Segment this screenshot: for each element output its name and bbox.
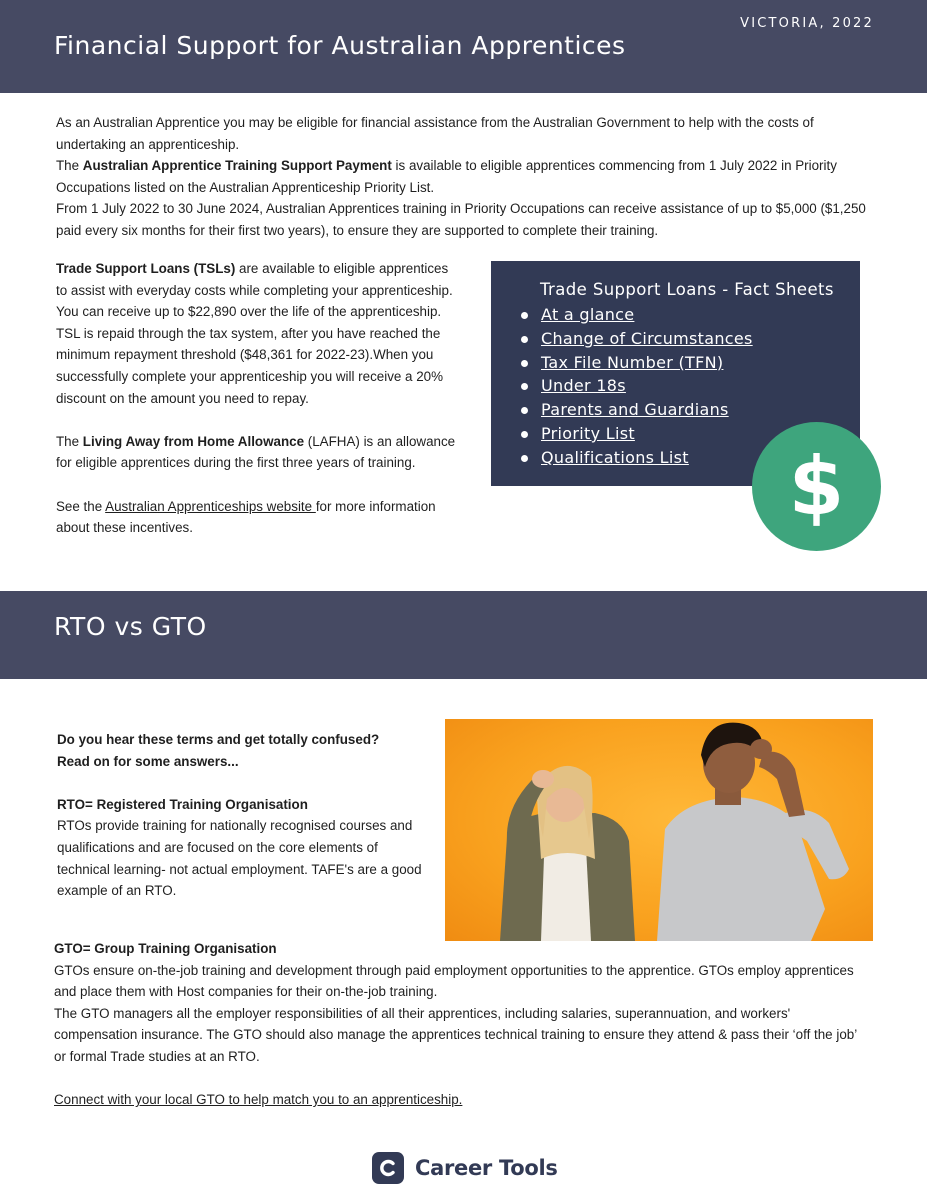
bullet-icon	[521, 336, 528, 343]
fact-sheet-link-tfn[interactable]: Tax File Number (TFN)	[541, 352, 724, 372]
fact-sheet-item	[521, 327, 753, 351]
text-span: See the	[56, 498, 106, 514]
text-span: The	[56, 433, 83, 449]
lafha-term: Living Away from Home Allowance	[82, 433, 305, 449]
career-tools-logo	[372, 1152, 558, 1184]
text-span: are available to eligible apprentices to assist with everyday costs while completing your apprenticeship. You can receive up to $22,890 over the life of the apprenticeship.	[56, 261, 453, 320]
page-title: Financial Support for Australian Apprentices	[54, 31, 626, 60]
apprenticeships-website-link[interactable]: Australian Apprenticeships website	[105, 498, 316, 514]
bullet-icon	[521, 312, 528, 319]
fact-sheet-link-change-of-circumstances[interactable]: Change of Circumstances	[541, 328, 753, 348]
fact-sheet-item	[521, 398, 753, 422]
fact-sheet-item	[521, 374, 753, 398]
tsl-repay-paragraph: TSL is repaid through the tax system, after you have reached the minimum repayment threshold ($48,361 for 2022-23).When you successfully complete your apprenticeship you will receive a 20% discount on the amount you need to repay.	[56, 325, 444, 406]
header-band	[0, 0, 927, 93]
gto-section	[54, 938, 869, 1111]
man-figure	[657, 723, 849, 941]
fact-sheet-item	[521, 303, 753, 327]
dollar-icon: $	[752, 422, 881, 551]
gto-paragraph-2: The GTO managers all the employer responsibilities of all their apprentices, including salaries, superannuation, and workers' compensation insurance. The GTO should also manage the apprentices technical training to ensure they attend & pass their ‘off the job’ or formal Trade studies at an RTO.	[54, 1005, 857, 1064]
intro-paragraph: As an Australian Apprentice you may be eligible for financial assistance from the Australian Government to help with the costs of undertaking an apprenticeship.	[56, 115, 814, 152]
priority-occupations-paragraph: From 1 July 2022 to 30 June 2024, Australian Apprentices training in Priority Occupations can receive assistance of up to $5,000 ($1,250 paid every six months for their first two years), to ensure they are supported to complete their training.	[56, 201, 866, 238]
section-band	[0, 591, 927, 679]
text-span: for more information about these incentives.	[56, 498, 436, 536]
rto-heading	[57, 794, 427, 816]
tsl-term: Trade Support Loans (TSLs)	[56, 261, 236, 276]
connect-gto-link[interactable]: Connect with your local GTO to help match you to an apprenticeship.	[54, 1092, 463, 1108]
fact-sheet-link-priority-list[interactable]: Priority List	[541, 423, 635, 443]
bullet-icon	[521, 360, 528, 367]
fact-sheet-link-qualifications-list[interactable]: Qualifications List	[541, 447, 689, 467]
question-line	[57, 751, 427, 773]
gto-heading	[54, 938, 869, 960]
gto-heading-text: GTO= Group Training Organisation	[54, 941, 277, 956]
fact-sheet-link-parents-guardians[interactable]: Parents and Guardians	[541, 400, 729, 420]
fact-sheet-item	[521, 351, 753, 375]
rto-section	[57, 729, 427, 902]
fact-sheet-link-at-a-glance[interactable]: At a glance	[541, 305, 635, 324]
bullet-icon	[521, 455, 528, 462]
location-year: VICTORIA, 2022	[740, 16, 874, 31]
question-line-1: Do you hear these terms and get totally confused?	[57, 732, 380, 747]
section-title: RTO vs GTO	[54, 612, 207, 641]
tsl-paragraph	[56, 258, 458, 323]
see-website-paragraph	[56, 496, 458, 539]
training-support-payment-term: Australian Apprentice Training Support Payment	[82, 158, 392, 174]
bullet-icon	[521, 431, 528, 438]
intro-section	[56, 112, 868, 242]
fact-sheets-list	[521, 303, 753, 470]
gto-paragraph-1: GTOs ensure on-the-job training and development through paid employment opportunities to the apprentice. GTOs employ apprentices and place them with Host companies for their on-the-job training.	[54, 962, 854, 1000]
bullet-icon	[521, 407, 528, 414]
people-illustration	[445, 719, 873, 941]
fact-sheets-title: Trade Support Loans - Fact Sheets	[540, 280, 834, 299]
fact-sheet-item	[521, 422, 753, 446]
training-support-paragraph	[56, 155, 868, 198]
loans-section	[56, 258, 458, 539]
c-mark-icon	[378, 1158, 398, 1178]
fact-sheet-link-under-18s[interactable]: Under 18s	[541, 376, 626, 396]
confused-apprentices-photo	[445, 719, 873, 941]
text-span: The	[56, 158, 83, 174]
rto-body: RTOs provide training for nationally recognised courses and qualifications and are focused on the core elements of technical learning- not actual employment. TAFE's are a good example of an RTO.	[57, 818, 422, 899]
fact-sheet-item	[521, 446, 753, 470]
text-span: (LAFHA) is an allowance for eligible apprentices during the first three years of training.	[56, 433, 456, 471]
rto-heading-text: RTO= Registered Training Organisation	[57, 796, 308, 812]
question-line-2: Read on for some answers...	[57, 753, 239, 769]
connect-paragraph	[54, 1089, 869, 1111]
bullet-icon	[521, 383, 528, 390]
lafha-paragraph	[56, 431, 458, 474]
question-line	[57, 729, 427, 751]
text-span: is available to eligible apprentices commencing from 1 July 2022 in Priority Occupations listed on the Australian Apprenticeship Priority List.	[56, 158, 837, 195]
career-tools-logo-icon	[372, 1152, 404, 1184]
woman-figure	[500, 766, 635, 941]
brand-name: Career Tools	[415, 1156, 558, 1180]
